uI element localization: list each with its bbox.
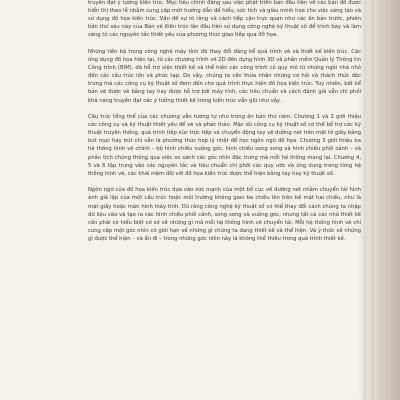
paragraph: truyền đạt ý tưởng kiến trúc. Mục tiêu chính đằng sau việc phát triển bản đầu tiên về các bản đồ được hiển thị theo lễ nhằm cung cấp một hướng dẫn để hiểu, sức tích và giàu minh họa cho việc sáng tạo và sử dụng đồ họa kiến trúc. Vấn đề sự rõ ràng và cách tiếp cận trực quan như các ấn bản trước, phiên bản thứ sáu này của Bản vẽ Kiến trúc lần đầu tiên sử dụng công nghệ kỹ thuật số để trình bày và làm sáng tỏ các nguyên tắc thiết yếu của phương thức giao tiếp qua đồ họa. [88, 0, 361, 39]
page-edge [366, 0, 400, 400]
page-edge-line [380, 0, 381, 400]
paragraph: Ngôn ngữ của đồ họa kiến trúc dựa vào sức mạnh của một bố cục về đường nét nhằm chuyển tải hình ảnh giả lập của một cấu trúc hoặc môi trường không gian ba chiều lên trên bề mặt hai chiều, như là mặt giấy hoặc màn hình máy tính. Dù rằng công nghệ kỹ thuật số có thể thay đổi cách chúng ta nhập dữ liệu vào và tạo ra các hình chiếu phối cảnh, song song và vuông góc, nhưng tất cả các nhà thiết kế cần phải có hiểu biết cơ sở về những gì mà mỗi hệ thống hình vẽ chuyển tải. Mỗi hệ thống hình vẽ chỉ cung cấp một góc nhìn có giới hạn về những gì chúng ta đang thiết kế và thể hiện. Và ý thức về những gì được thể hiện – và ẩn đi – trong những góc nhìn này là không thể thiếu trong quá trình thiết kế. [88, 187, 361, 243]
body-text [88, 0, 361, 252]
page-edge-line [388, 0, 389, 400]
paragraph: Những tiến bộ trong công nghệ máy tính đã thay đổi đáng kể quá trình vẽ và thiết kế kiến trúc. Các ứng dụng đồ họa hiện tại, từ các chương trình vẽ 2D đến dựng hình 3D và phần mềm Quản lý Thông tin Công trình (BIM), đã hỗ trợ việc thiết kế và thể hiện các công trình có quy mô từ những ngôi nhà nhỏ đến các cấu trúc lớn và phức tạp. Do vậy, chúng ta cần thừa nhận những cơ hội và thách thức độc trưng mà các công cụ kỹ thuật số đem đến cho quá trình thực hiện đồ họa kiến trúc. Tuy nhiên, bất kể bản vẽ được vẽ bằng tay hay được hỗ trợ bởi máy tính, các tiêu chuẩn và cách đánh giá vẫn chi phối khả năng truyền đạt các ý tưởng thiết kế trong kiến trúc vẫn giữ như vậy. [88, 48, 361, 104]
paragraph: Cấu trúc tổng thể của các chương vẫn tương tự như trong ấn bản thứ năm. Chương 1 và 2 giới thiệu các công cụ và kỹ thuật thiết yếu để vẽ và phác thảo. Mặc dù công cụ kỹ thuật số có thể bổ trợ các kỹ thuật truyền thống, quá trình tiếp xúc trực tiếp và chuyển động tay vẽ đường nét trên mặt tờ giấy bằng bút mực hay bút chì vẫn là phương thức họp lý nhất để học ngôn ngữ đồ họa. Chương 3 giới thiệu ba hệ thống hình vẽ chính – bộ hình chiếu vuông góc, hình chiếu song song và hình chiếu phối cảnh – và phân tích chúng thông qua việc so sánh các góc nhìn đặc trưng mà mỗi hệ thống mang lại. Chương 4, 5 và 6 tập trung vào các nguyên tắc và tiêu chuẩn chi phối các quy ước và ứng dụng trong từng hệ thống hình vẽ, các khái niệm đối với đồ họa kiến trúc được thể hiện bằng tay hay kỹ thuật số. [88, 113, 361, 177]
page-edge-line [372, 0, 373, 400]
